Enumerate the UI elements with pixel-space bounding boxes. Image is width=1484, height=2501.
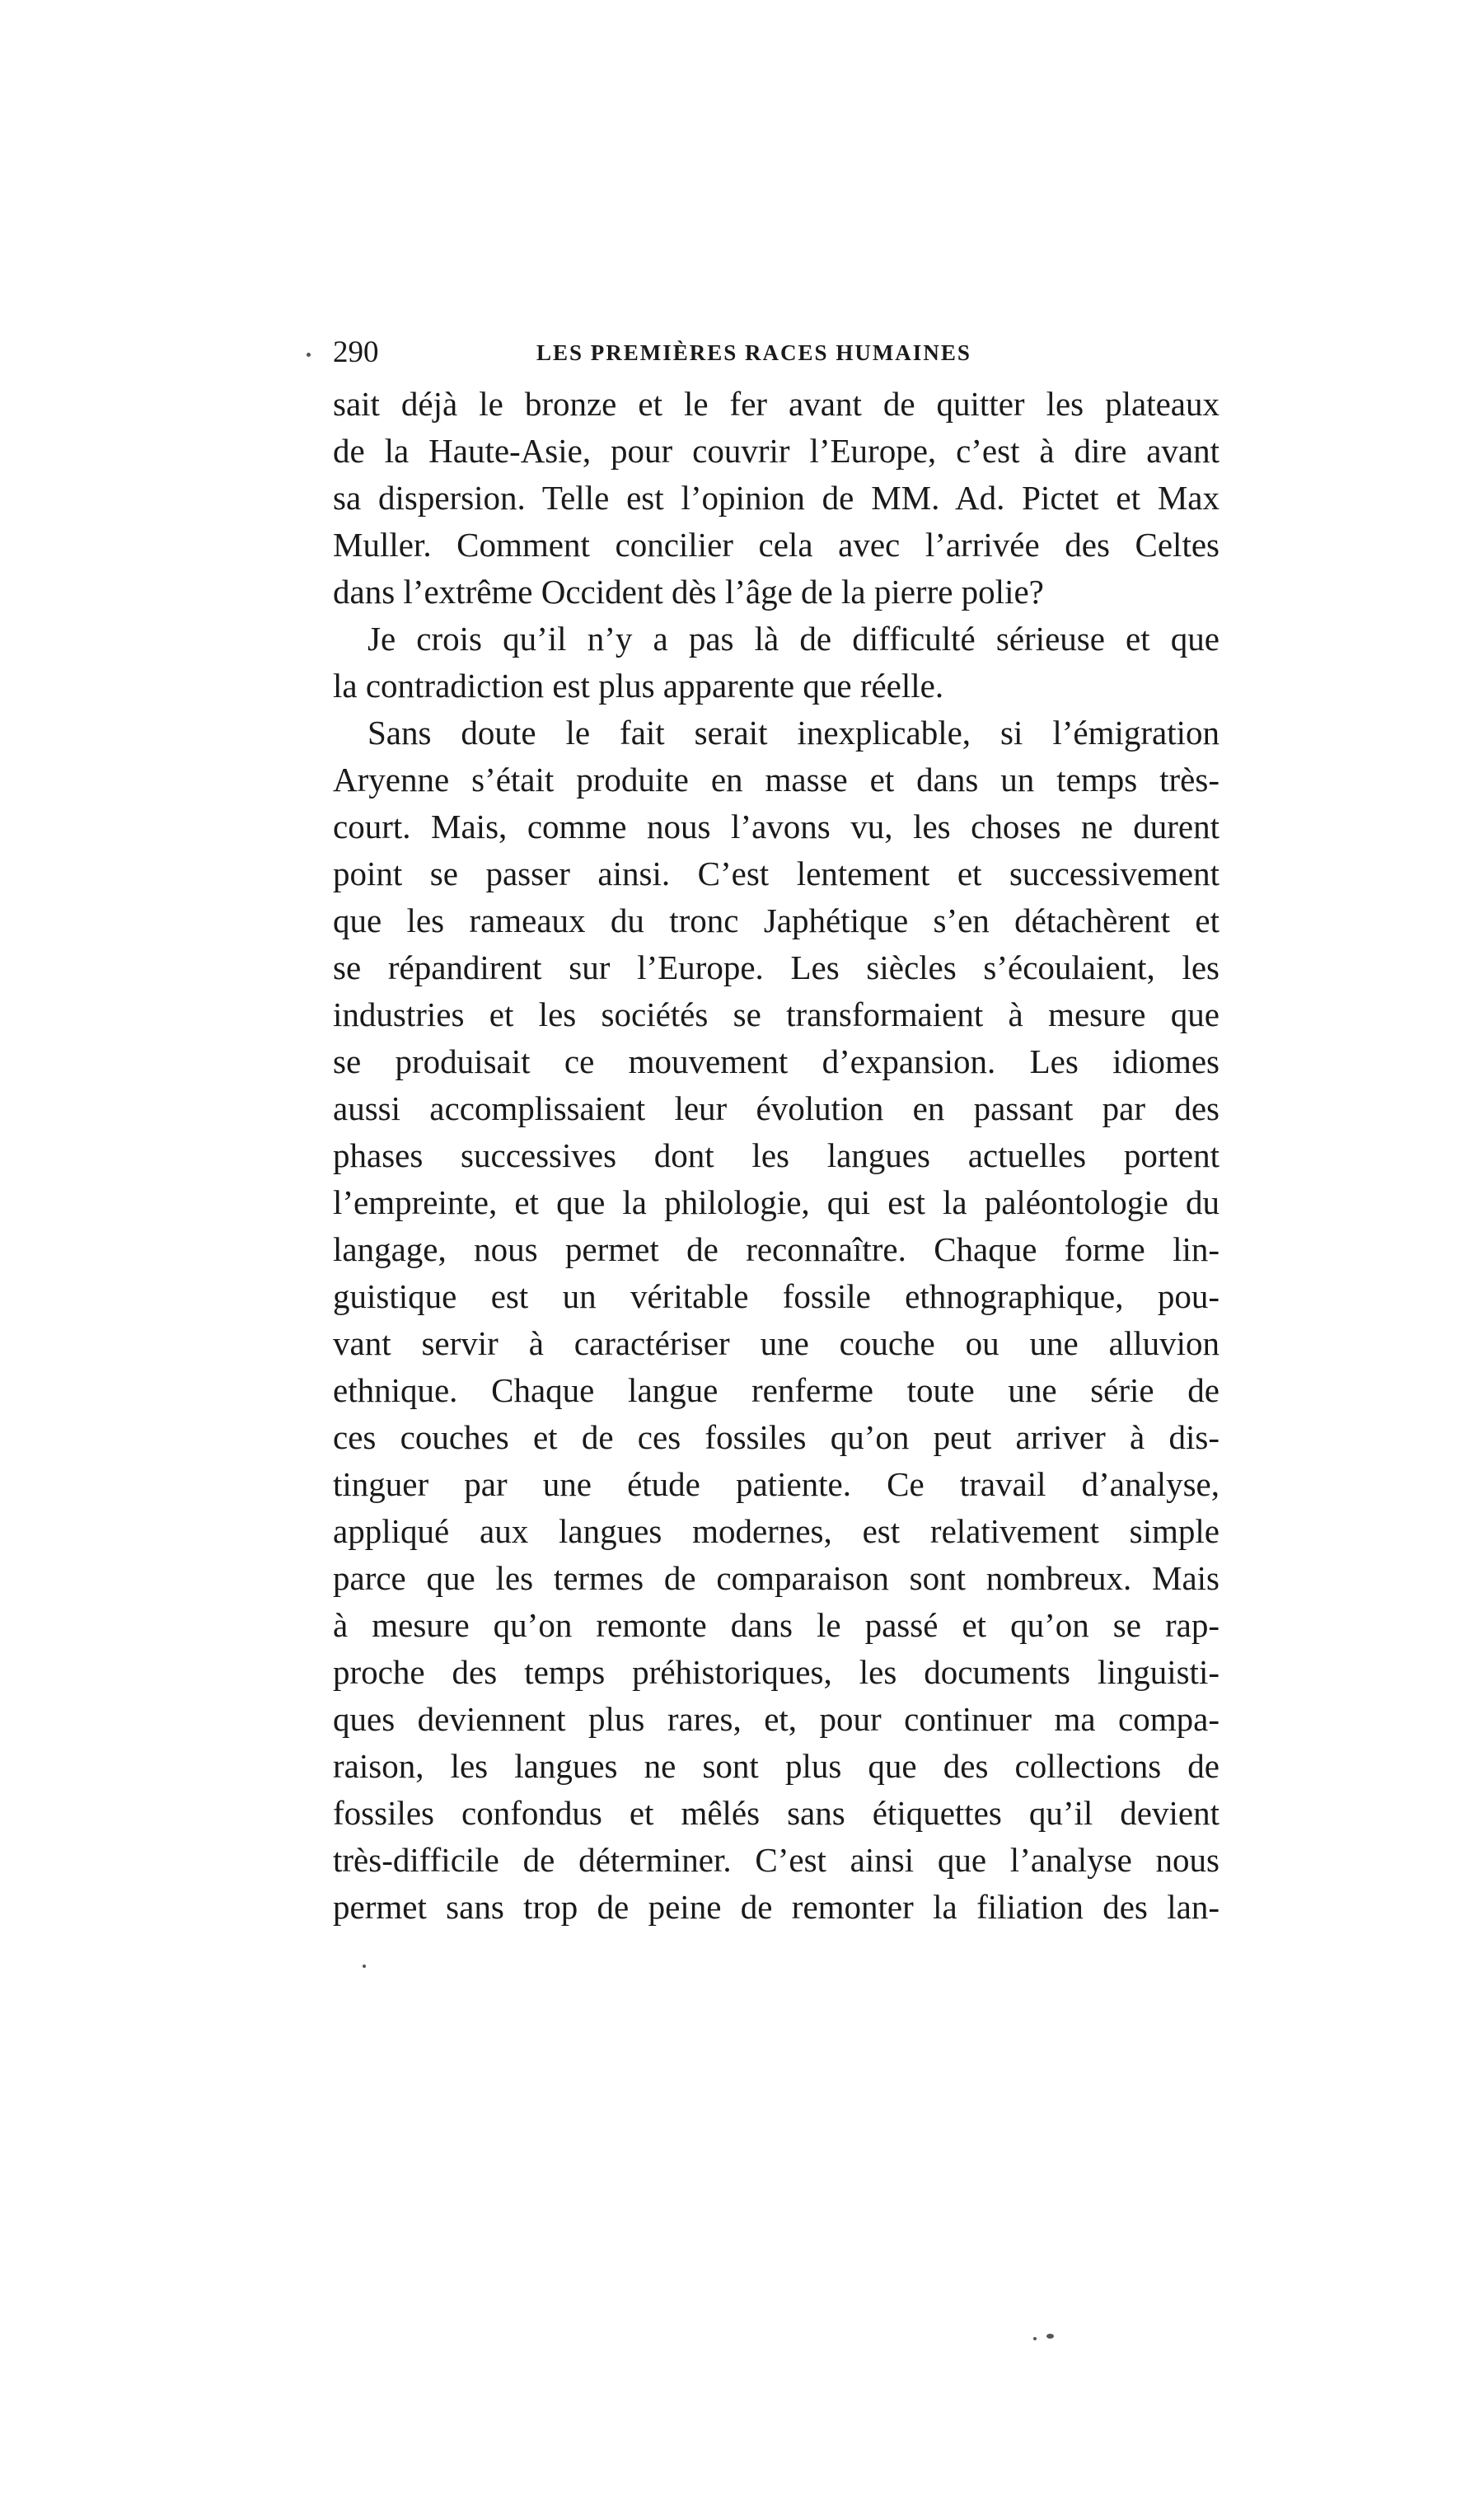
text-line: la contradiction est plus apparente que réelle. [333, 667, 944, 705]
text-line: très-difficile de déterminer. C’est ainsi que l’analyse nous [333, 1841, 1220, 1879]
text-line: Sans doute le fait serait inexplicable, si l’émigration [367, 714, 1220, 752]
paper-speck [307, 353, 311, 357]
text-line: court. Mais, comme nous l’avons vu, les choses ne durent [333, 808, 1220, 845]
text-line: se répandirent sur l’Europe. Les siècles s’écoulaient, les [333, 948, 1220, 986]
paper-speck [1033, 2337, 1037, 2340]
text-line: industries et les sociétés se transformaient à mesure que [333, 995, 1220, 1033]
paper-speck [363, 1965, 366, 1968]
text-line: ques deviennent plus rares, et, pour continuer ma compa- [333, 1700, 1220, 1738]
paragraph-2 [333, 616, 1220, 710]
text-line: guistique est un véritable fossile ethnographique, pou- [333, 1277, 1220, 1315]
text-line: appliqué aux langues modernes, est relativement simple [333, 1512, 1220, 1550]
paragraph-1 [333, 381, 1220, 616]
text-line: sa dispersion. Telle est l’opinion de MM. Ad. Pictet et Max [333, 479, 1220, 517]
text-line: point se passer ainsi. C’est lentement et successivement [333, 855, 1220, 892]
body-text [333, 381, 1220, 1931]
text-line: que les rameaux du tronc Japhétique s’en détachèrent et [333, 902, 1220, 939]
text-line: sait déjà le bronze et le fer avant de quitter les plateaux [333, 385, 1220, 423]
text-line: de la Haute-Asie, pour couvrir l’Europe, c’est à dire avant [333, 432, 1220, 470]
text-line: dans l’extrême Occident dès l’âge de la pierre polie? [333, 573, 1044, 611]
text-line: se produisait ce mouvement d’expansion. Les idiomes [333, 1042, 1220, 1080]
text-line: permet sans trop de peine de remonter la filiation des lan- [333, 1888, 1220, 1926]
page-number: 290 [333, 335, 379, 369]
page-header [333, 331, 1220, 374]
running-head: LES PREMIÈRES RACES HUMAINES [536, 340, 971, 365]
text-line: tinguer par une étude patiente. Ce travail d’analyse, [333, 1465, 1220, 1503]
text-line: Je crois qu’il n’y a pas là de difficulté sérieuse et que [367, 620, 1220, 658]
text-line: Aryenne s’était produite en masse et dans un temps très- [333, 761, 1220, 799]
text-line: l’empreinte, et que la philologie, qui est la paléontologie du [333, 1183, 1220, 1221]
text-line: proche des temps préhistoriques, les documents linguisti- [333, 1653, 1220, 1691]
paper-speck [1046, 2334, 1054, 2339]
text-line: à mesure qu’on remonte dans le passé et qu’on se rap- [333, 1606, 1220, 1644]
paragraph-3 [333, 710, 1220, 1931]
text-line: langage, nous permet de reconnaître. Chaque forme lin- [333, 1230, 1220, 1268]
text-line: fossiles confondus et mêlés sans étiquettes qu’il devient [333, 1794, 1220, 1832]
text-line: ces couches et de ces fossiles qu’on peut arriver à dis- [333, 1418, 1220, 1456]
text-line: parce que les termes de comparaison sont nombreux. Mais [333, 1559, 1220, 1597]
text-line: Muller. Comment concilier cela avec l’arrivée des Celtes [333, 526, 1220, 564]
text-line: ethnique. Chaque langue renferme toute une série de [333, 1371, 1220, 1409]
text-line: vant servir à caractériser une couche ou une alluvion [333, 1324, 1220, 1362]
text-line: phases successives dont les langues actuelles portent [333, 1136, 1220, 1174]
text-line: raison, les langues ne sont plus que des collections de [333, 1747, 1220, 1785]
text-line: aussi accomplissaient leur évolution en passant par des [333, 1089, 1220, 1127]
